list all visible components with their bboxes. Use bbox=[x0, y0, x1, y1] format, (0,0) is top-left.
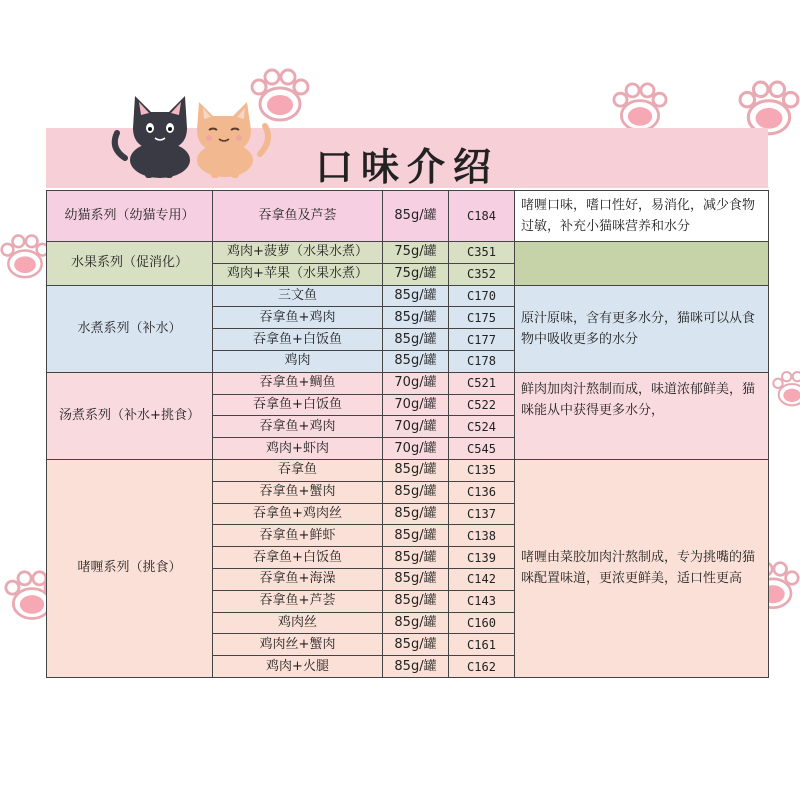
code-cell: C524 bbox=[449, 416, 515, 438]
flavor-cell: 吞拿鱼+芦荟 bbox=[213, 590, 383, 612]
weight-cell: 85g/罐 bbox=[383, 503, 449, 525]
flavor-cell: 吞拿鱼+鸡肉 bbox=[213, 416, 383, 438]
code-cell: C142 bbox=[449, 568, 515, 590]
code-cell: C162 bbox=[449, 656, 515, 678]
flavor-cell: 三文鱼 bbox=[213, 285, 383, 307]
flavor-cell: 吞拿鱼 bbox=[213, 459, 383, 481]
series-description: 鲜肉加肉汁熬制而成，味道浓郁鲜美，猫咪能从中获得更多水分， bbox=[515, 372, 769, 459]
weight-cell: 85g/罐 bbox=[383, 285, 449, 307]
flavor-cell: 吞拿鱼+白饭鱼 bbox=[213, 547, 383, 569]
series-name: 水果系列（促消化） bbox=[47, 242, 213, 286]
table-row bbox=[47, 191, 769, 242]
series-description: 原汁原味，含有更多水分，猫咪可以从食物中吸收更多的水分 bbox=[515, 285, 769, 372]
code-cell: C352 bbox=[449, 263, 515, 285]
flavor-cell: 吞拿鱼+白饭鱼 bbox=[213, 394, 383, 416]
flavor-cell: 鸡肉+菠萝（水果水煮） bbox=[213, 242, 383, 264]
flavor-cell: 吞拿鱼+海澡 bbox=[213, 568, 383, 590]
table-row bbox=[47, 372, 769, 394]
series-description bbox=[515, 242, 769, 286]
code-cell: C351 bbox=[449, 242, 515, 264]
weight-cell: 70g/罐 bbox=[383, 394, 449, 416]
weight-cell: 85g/罐 bbox=[383, 481, 449, 503]
table-row bbox=[47, 242, 769, 264]
code-cell: C161 bbox=[449, 634, 515, 656]
code-cell: C184 bbox=[449, 191, 515, 242]
table-row bbox=[47, 459, 769, 481]
code-cell: C175 bbox=[449, 307, 515, 329]
weight-cell: 85g/罐 bbox=[383, 459, 449, 481]
flavor-cell: 鸡肉+苹果（水果水煮） bbox=[213, 263, 383, 285]
series-name: 幼猫系列（幼猫专用） bbox=[47, 191, 213, 242]
code-cell: C178 bbox=[449, 350, 515, 372]
weight-cell: 85g/罐 bbox=[383, 612, 449, 634]
weight-cell: 85g/罐 bbox=[383, 350, 449, 372]
flavor-cell: 鸡肉丝 bbox=[213, 612, 383, 634]
flavor-cell: 吞拿鱼+蟹肉 bbox=[213, 481, 383, 503]
code-cell: C545 bbox=[449, 438, 515, 460]
flavor-cell: 吞拿鱼+鲷鱼 bbox=[213, 372, 383, 394]
flavor-cell: 鸡肉+火腿 bbox=[213, 656, 383, 678]
code-cell: C137 bbox=[449, 503, 515, 525]
weight-cell: 85g/罐 bbox=[383, 590, 449, 612]
weight-cell: 85g/罐 bbox=[383, 307, 449, 329]
code-cell: C138 bbox=[449, 525, 515, 547]
series-name: 啫喱系列（挑食） bbox=[47, 459, 213, 677]
flavor-cell: 吞拿鱼+鲜虾 bbox=[213, 525, 383, 547]
series-name: 水煮系列（补水） bbox=[47, 285, 213, 372]
flavor-cell: 吞拿鱼+鸡肉丝 bbox=[213, 503, 383, 525]
flavor-cell: 鸡肉+虾肉 bbox=[213, 438, 383, 460]
paw-print-icon bbox=[0, 228, 50, 288]
series-name: 汤煮系列（补水+挑食） bbox=[47, 372, 213, 459]
code-cell: C522 bbox=[449, 394, 515, 416]
weight-cell: 85g/罐 bbox=[383, 547, 449, 569]
paw-print-icon bbox=[772, 360, 800, 420]
series-description: 啫喱口味，嗜口性好，易消化，减少食物过敏，补充小猫咪营养和水分 bbox=[515, 191, 769, 242]
code-cell: C170 bbox=[449, 285, 515, 307]
weight-cell: 70g/罐 bbox=[383, 416, 449, 438]
page-title: 口味介绍 bbox=[314, 144, 499, 189]
flavor-cell: 鸡肉 bbox=[213, 350, 383, 372]
code-cell: C521 bbox=[449, 372, 515, 394]
cats-illustration-icon bbox=[105, 88, 275, 180]
weight-cell: 70g/罐 bbox=[383, 438, 449, 460]
code-cell: C160 bbox=[449, 612, 515, 634]
code-cell: C143 bbox=[449, 590, 515, 612]
flavor-cell: 吞拿鱼及芦荟 bbox=[213, 191, 383, 242]
weight-cell: 85g/罐 bbox=[383, 634, 449, 656]
code-cell: C177 bbox=[449, 329, 515, 351]
code-cell: C139 bbox=[449, 547, 515, 569]
flavor-table bbox=[46, 190, 769, 678]
weight-cell: 85g/罐 bbox=[383, 191, 449, 242]
flavor-cell: 鸡肉丝+蟹肉 bbox=[213, 634, 383, 656]
code-cell: C136 bbox=[449, 481, 515, 503]
series-description: 啫喱由菜胶加肉汁熬制成，专为挑嘴的猫咪配置味道，更浓更鲜美，适口性更高 bbox=[515, 459, 769, 677]
weight-cell: 85g/罐 bbox=[383, 329, 449, 351]
table-row bbox=[47, 285, 769, 307]
weight-cell: 85g/罐 bbox=[383, 568, 449, 590]
weight-cell: 85g/罐 bbox=[383, 525, 449, 547]
flavor-cell: 吞拿鱼+白饭鱼 bbox=[213, 329, 383, 351]
flavor-cell: 吞拿鱼+鸡肉 bbox=[213, 307, 383, 329]
weight-cell: 75g/罐 bbox=[383, 263, 449, 285]
weight-cell: 85g/罐 bbox=[383, 656, 449, 678]
code-cell: C135 bbox=[449, 459, 515, 481]
weight-cell: 75g/罐 bbox=[383, 242, 449, 264]
weight-cell: 70g/罐 bbox=[383, 372, 449, 394]
